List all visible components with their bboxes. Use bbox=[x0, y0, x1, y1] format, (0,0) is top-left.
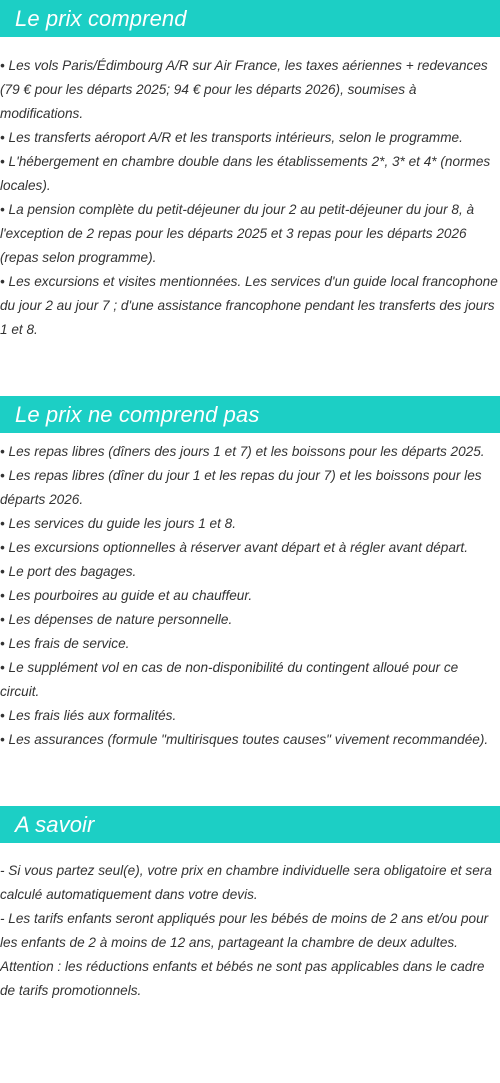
list-item: • Les transferts aéroport A/R et les transports intérieurs, selon le programme. bbox=[0, 130, 463, 145]
section-body bbox=[0, 843, 500, 1003]
list-item: Attention : les réductions enfants et bébés ne sont pas applicables dans le cadre de tarifs promotionnels. bbox=[0, 959, 485, 998]
list-item: • Le supplément vol en cas de non-disponibilité du contingent alloué pour ce circuit. bbox=[0, 660, 459, 699]
list-item: • Les assurances (formule "multirisques toutes causes" vivement recommandée). bbox=[0, 732, 489, 747]
list-item: • L'hébergement en chambre double dans les établissements 2*, 3* et 4* (normes locales). bbox=[0, 154, 491, 193]
section-header bbox=[0, 806, 500, 843]
list-item: - Les tarifs enfants seront appliqués pour les bébés de moins de 2 ans et/ou pour les enfants de 2 à moins de 12 ans, partageant la chambre de deux adultes. bbox=[0, 911, 489, 950]
section-good-to-know bbox=[0, 806, 500, 1003]
list-item: • Les frais de service. bbox=[0, 636, 130, 651]
section-body bbox=[0, 37, 500, 342]
section-body bbox=[0, 433, 500, 752]
list-item: • Les pourboires au guide et au chauffeur. bbox=[0, 588, 253, 603]
list-item: • Les vols Paris/Édimbourg A/R sur Air France, les taxes aériennes + redevances (79 € pour les départs 2025; 94 € pour les départs 2026), soumises à modifications. bbox=[0, 58, 488, 121]
list-item: - Si vous partez seul(e), votre prix en chambre individuelle sera obligatoire et sera calculé automatiquement dans votre devis. bbox=[0, 863, 492, 902]
section-header bbox=[0, 0, 500, 37]
section-header bbox=[0, 396, 500, 433]
list-item: • La pension complète du petit-déjeuner du jour 2 au petit-déjeuner du jour 8, à l'exception de 2 repas pour les départs 2025 et 3 repas pour les départs 2026 (repas selon programme). bbox=[0, 202, 475, 265]
section-not-included bbox=[0, 396, 500, 752]
list-item: • Les repas libres (dîner du jour 1 et les repas du jour 7) et les boissons pour les départs 2026. bbox=[0, 468, 482, 507]
section-included bbox=[0, 0, 500, 342]
list-item: • Les dépenses de nature personnelle. bbox=[0, 612, 233, 627]
list-item: • Les services du guide les jours 1 et 8. bbox=[0, 516, 236, 531]
list-item: • Les repas libres (dîners des jours 1 et 7) et les boissons pour les départs 2025. bbox=[0, 444, 485, 459]
section-title: Le prix comprend bbox=[15, 5, 187, 31]
list-item: • Les excursions et visites mentionnées. Les services d'un guide local francophone du jour 2 au jour 7 ; d'une assistance francophone pendant les transferts des jours 1 et 8. bbox=[0, 274, 498, 337]
list-item: • Les excursions optionnelles à réserver avant départ et à régler avant départ. bbox=[0, 540, 468, 555]
section-title: Le prix ne comprend pas bbox=[15, 401, 260, 427]
section-title: A savoir bbox=[15, 811, 95, 837]
list-item: • Le port des bagages. bbox=[0, 564, 137, 579]
list-item: • Les frais liés aux formalités. bbox=[0, 708, 177, 723]
